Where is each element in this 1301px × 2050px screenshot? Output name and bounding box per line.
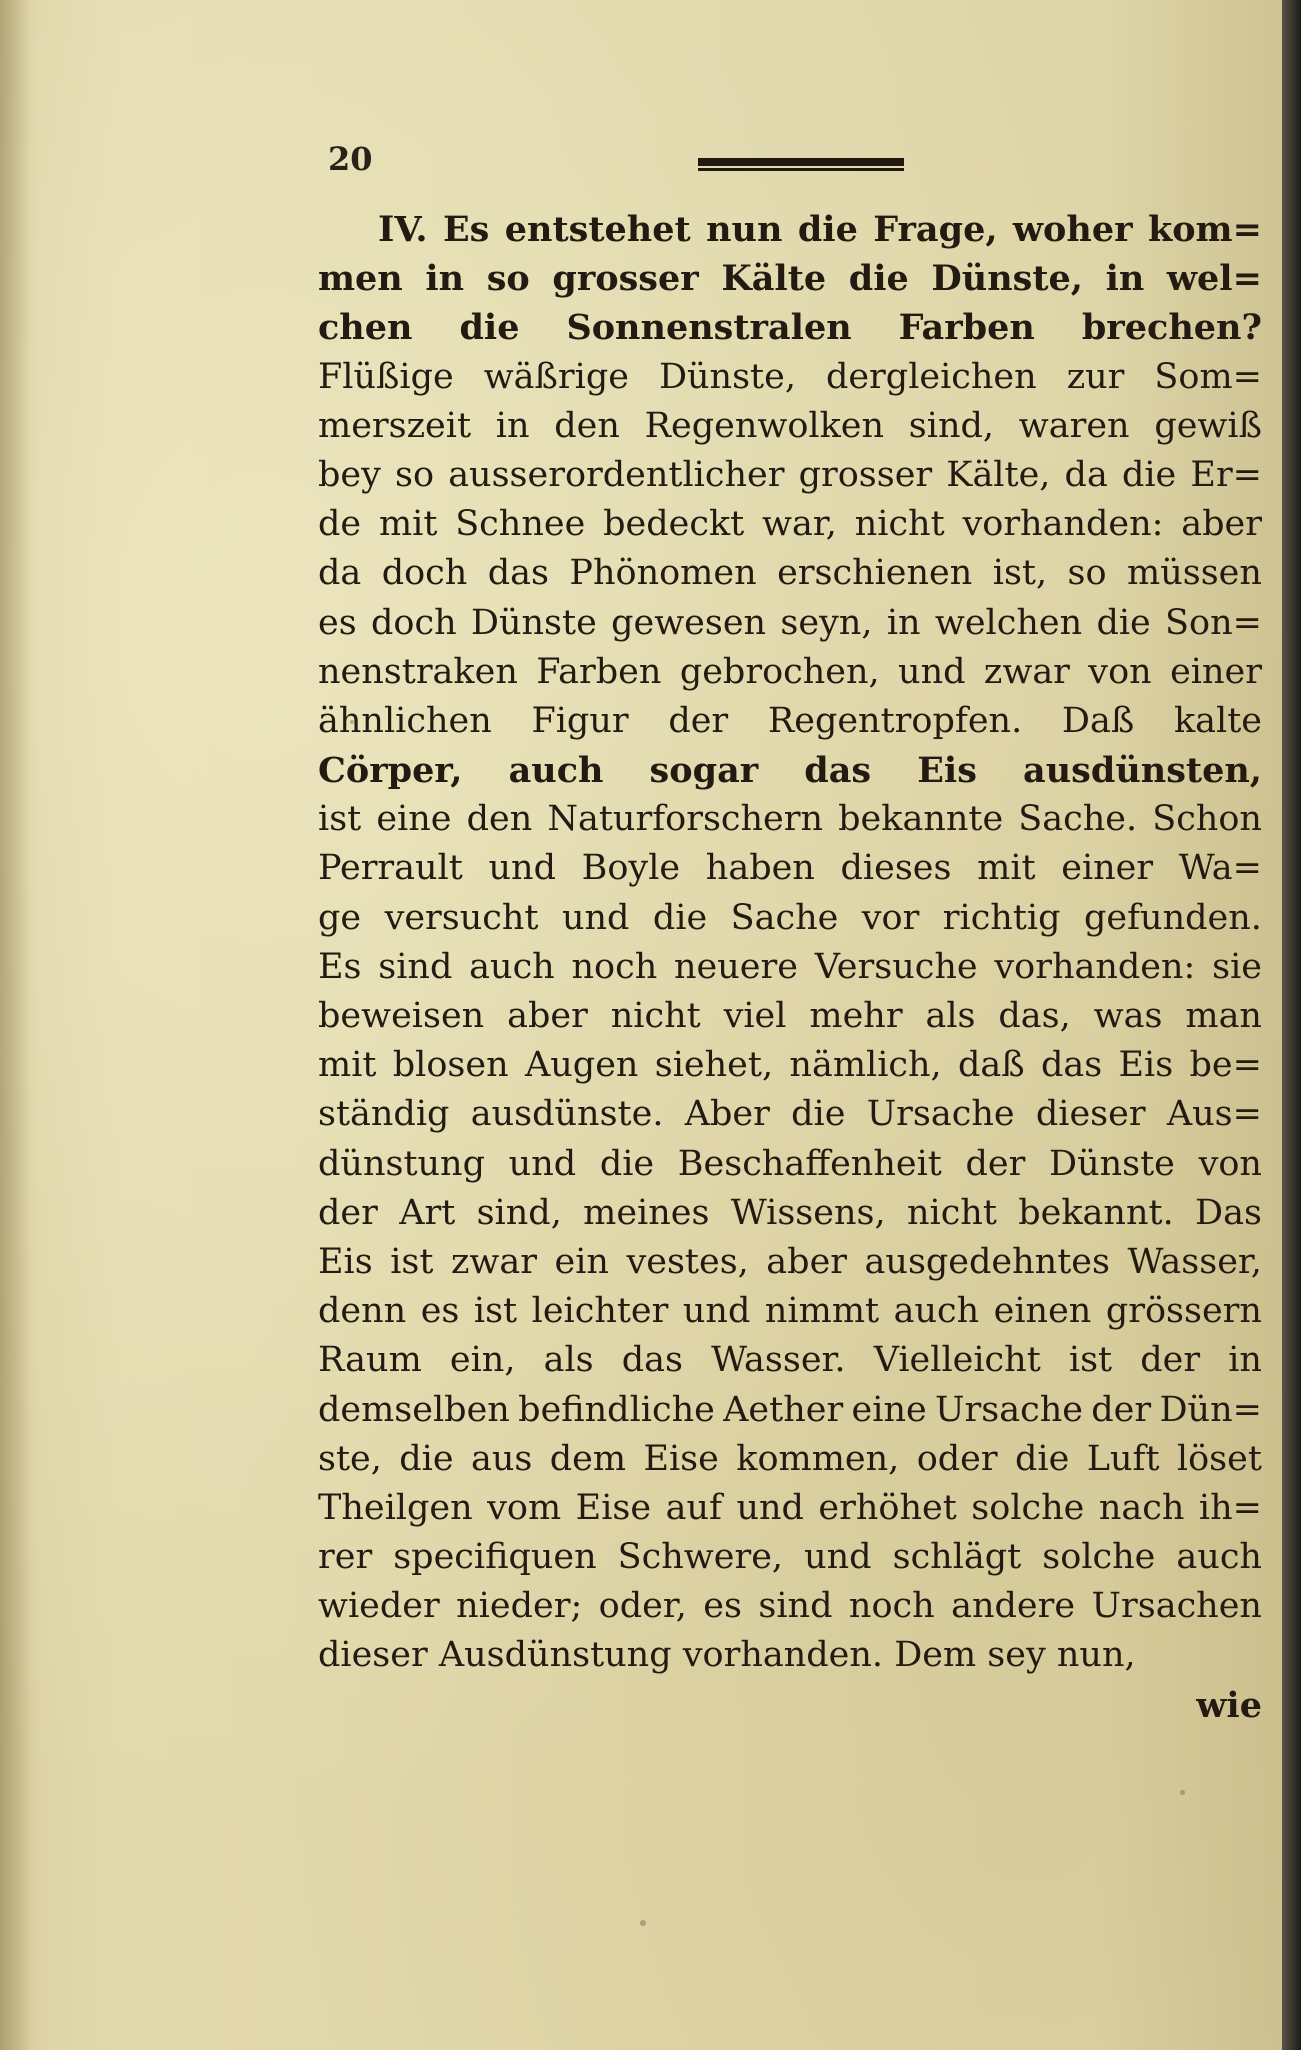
catchword: wie <box>1196 1684 1262 1726</box>
text-line: men in so grosser Kälte die Dünste, in wel= <box>318 258 1262 300</box>
text-line: Eis ist zwar ein vestes, aber ausgedehntes Wasser, <box>318 1241 1262 1282</box>
text-line: rer specifiquen Schwere, und schlägt solche auch <box>318 1537 1262 1578</box>
text-line: IV. Es entstehet nun die Frage, woher kom= <box>378 209 1262 250</box>
page-fold-shadow <box>0 0 30 2050</box>
text-line: es doch Dünste gewesen seyn, in welchen die Son= <box>318 602 1262 643</box>
text-line: Es sind auch noch neuere Versuche vorhanden: sie <box>318 946 1262 987</box>
text-line: ständig ausdünste. Aber die Ursache dieser Aus= <box>318 1094 1262 1135</box>
page-number: 20 <box>328 140 373 178</box>
header-rule-thin <box>698 168 904 171</box>
paper-spot <box>1180 1790 1185 1795</box>
text-line: ge versucht und die Sache vor richtig gefunden. <box>318 897 1262 938</box>
text-line: demselben befindliche Aether eine Ursache der Dün= <box>318 1389 1262 1430</box>
body-paragraph <box>318 205 1262 1730</box>
paper-spot <box>640 1920 646 1926</box>
text-line: Theilgen vom Eise auf und erhöhet solche nach ih= <box>318 1487 1262 1528</box>
text-line: ähnlichen Figur der Regentropfen. Daß kalte <box>318 700 1262 741</box>
text-line: bey so ausserordentlicher grosser Kälte, da die Er= <box>318 454 1262 495</box>
text-line: de mit Schnee bedeckt war, nicht vorhanden: aber <box>318 504 1262 545</box>
text-line: nenstraken Farben gebrochen, und zwar von einer <box>318 651 1262 692</box>
text-line: da doch das Phönomen erschienen ist, so müssen <box>318 553 1262 594</box>
text-line: Perrault und Boyle haben dieses mit einer Wa= <box>318 848 1262 889</box>
text-line: dünstung und die Beschaffenheit der Dünste von <box>318 1143 1262 1184</box>
header-rule-thick <box>698 158 904 166</box>
text-line: Raum ein, als das Wasser. Vielleicht ist der in <box>318 1340 1262 1381</box>
text-line: beweisen aber nicht viel mehr als das, was man <box>318 996 1262 1036</box>
text-line: ist eine den Naturforschern bekannte Sache. Schon <box>318 799 1262 840</box>
text-line: ste, die aus dem Eise kommen, oder die Luft löset <box>318 1438 1262 1479</box>
text-line: Cörper, auch sogar das Eis ausdünsten, <box>318 750 1262 792</box>
text-line: der Art sind, meines Wissens, nicht bekannt. Das <box>318 1192 1262 1233</box>
text-line: dieser Ausdünstung vorhanden. Dem sey nun, <box>318 1635 1136 1676</box>
text-line: denn es ist leichter und nimmt auch einen grössern <box>318 1291 1262 1332</box>
text-line: merszeit in den Regenwolken sind, waren gewiß <box>318 405 1262 446</box>
text-line: chen die Sonnenstralen Farben brechen? <box>318 307 1262 349</box>
text-line: Flüßige wäßrige Dünste, dergleichen zur Som= <box>318 356 1262 397</box>
text-line: wieder nieder; oder, es sind noch andere Ursachen <box>318 1586 1262 1627</box>
page-edge-shadow <box>1282 0 1301 2050</box>
text-line: mit blosen Augen siehet, nämlich, daß das Eis be= <box>318 1045 1262 1086</box>
header-rule <box>698 158 904 172</box>
